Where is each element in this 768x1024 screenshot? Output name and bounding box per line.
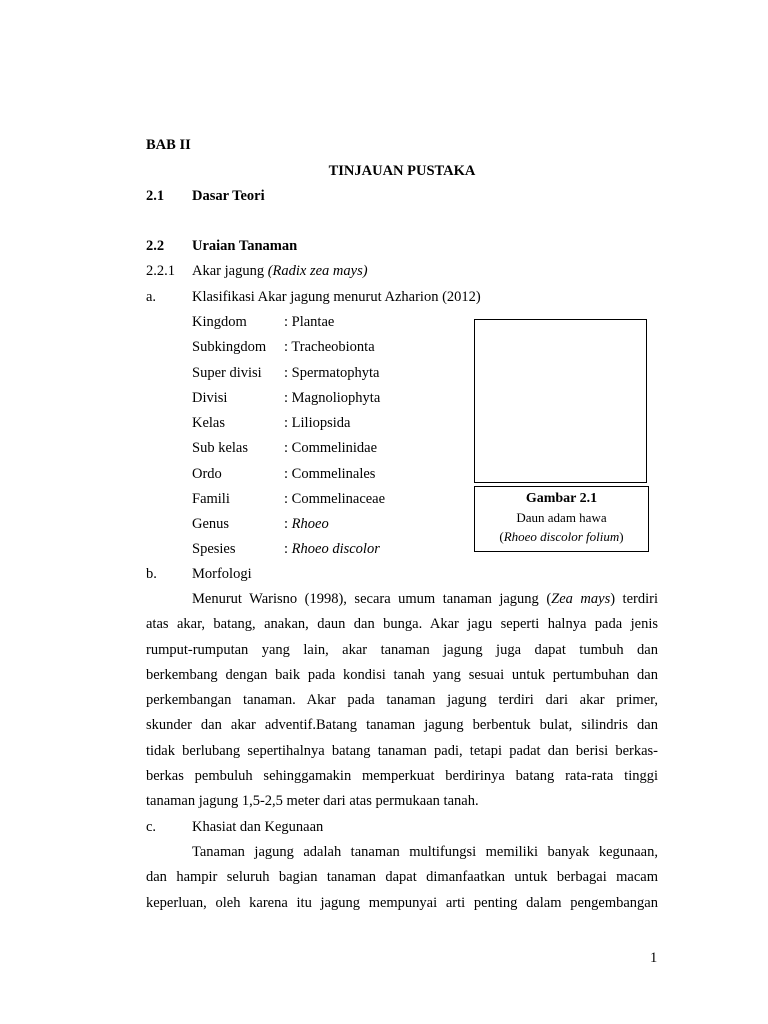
paragraph-line: Tanaman jagung adalah tanaman multifungsi memiliki banyak kegunaan, [192,844,658,860]
class-key: Ordo [192,466,222,482]
class-value: Commelinales [291,466,376,482]
chapter-title: TINJAUAN PUSTAKA [328,163,476,179]
class-value: Rhoeo [291,516,329,532]
class-value-row [284,339,375,356]
class-value: Spermatophyta [291,365,380,381]
item-a-marker: a. [146,289,157,305]
figure-caption [474,486,649,552]
figure-latin: Rhoeo discolor folium [503,529,620,544]
item-c-text: Khasiat dan Kegunaan [192,819,324,835]
section-2-2-1-heading [192,263,368,280]
paragraph-line: berkas pembuluh sehinggamakin memperkuat berdirinya batang rata-rata tinggi [146,768,658,784]
class-key: Genus [192,516,230,532]
class-key: Super divisi [192,365,262,381]
colon: : [284,440,292,456]
class-value-row [284,491,385,508]
class-key: Kelas [192,415,226,431]
class-key: Famili [192,491,230,507]
class-key: Kingdom [192,314,247,330]
class-key: Spesies [192,541,236,557]
text-run: Menurut Warisno (1998), secara umum tanaman jagung ( [192,591,552,607]
page-number: 1 [650,950,658,966]
item-c-marker: c. [146,819,157,835]
paragraph-line: keperluan, oleh karena itu jagung mempunyai arti penting dalam pengembangan [146,895,658,911]
item-a-text: Klasifikasi Akar jagung menurut Azharion (2012) [192,289,481,305]
item-b-marker: b. [146,566,157,582]
class-value-row [284,415,350,432]
figure-title: Gambar 2.1 [525,491,598,506]
colon: : [284,415,292,431]
section-2-2-1-latin: (Radix zea mays) [267,263,368,279]
paragraph-line: tidak berlubang sepertihalnya batang tanaman padi, tetapi padat dan berisi berkas- [146,743,658,759]
figure-line1: Daun adam hawa [516,510,607,525]
class-value-row [284,541,380,558]
paren-close: ) [619,529,624,544]
text-run-italic: Zea mays [551,591,611,607]
class-value-row [284,390,380,407]
section-2-1-label: Dasar Teori [192,188,265,204]
class-value-row [284,314,334,331]
section-2-2-number: 2.2 [146,238,165,254]
paragraph-line: dan hampir seluruh bagian tanaman dapat dimanfaatkan untuk berbagai macam [146,869,658,885]
paragraph-line: berkembang dengan baik pada kondisi tanah yang sesuai untuk pertumbuhan dan [146,667,658,683]
section-2-2-1-label: Akar jagung [192,263,265,279]
colon: : [284,365,292,381]
class-value: Commelinaceae [291,491,386,507]
paragraph-line: rumput-rumputan yang lain, akar tanaman jagung juga dapat tumbuh dan [146,642,658,658]
class-key: Divisi [192,390,228,406]
paragraph-line: skunder dan akar adventif.Batang tanaman jagung berbentuk bulat, silindris dan [146,717,658,733]
class-value: Liliopsida [291,415,351,431]
colon: : [284,516,292,532]
class-value-row [284,516,329,533]
paragraph-line: perkembangan tanaman. Akar pada tanaman jagung terdiri dari akar primer, [146,692,658,708]
figure-image-placeholder [474,319,647,483]
figure-line2 [475,527,648,546]
paragraph-line: atas akar, batang, anakan, daun dan bunga. Akar jagu seperti halnya pada jenis [146,616,658,632]
colon: : [284,314,292,330]
class-value: Rhoeo discolor [291,541,380,557]
class-value-row [284,365,379,382]
section-2-1-number: 2.1 [146,188,165,204]
section-2-2-1-number: 2.2.1 [146,263,175,279]
class-value-row [284,466,375,483]
class-value: Plantae [291,314,335,330]
class-value: Commelinidae [291,440,378,456]
paren-open: ( [499,529,504,544]
colon: : [284,339,292,355]
colon: : [284,541,292,557]
class-value: Tracheobionta [291,339,375,355]
text-run: ) terdiri [610,591,658,607]
chapter-label: BAB II [146,137,191,153]
item-b-text: Morfologi [192,566,252,582]
colon: : [284,466,292,482]
class-key: Subkingdom [192,339,267,355]
class-key: Sub kelas [192,440,248,456]
paragraph-line [192,591,658,608]
class-value-row [284,440,377,457]
colon: : [284,491,292,507]
colon: : [284,390,292,406]
class-value: Magnoliophyta [291,390,381,406]
paragraph-line: tanaman jagung 1,5-2,5 meter dari atas permukaan tanah. [146,793,479,809]
section-2-2-label: Uraian Tanaman [192,238,298,254]
